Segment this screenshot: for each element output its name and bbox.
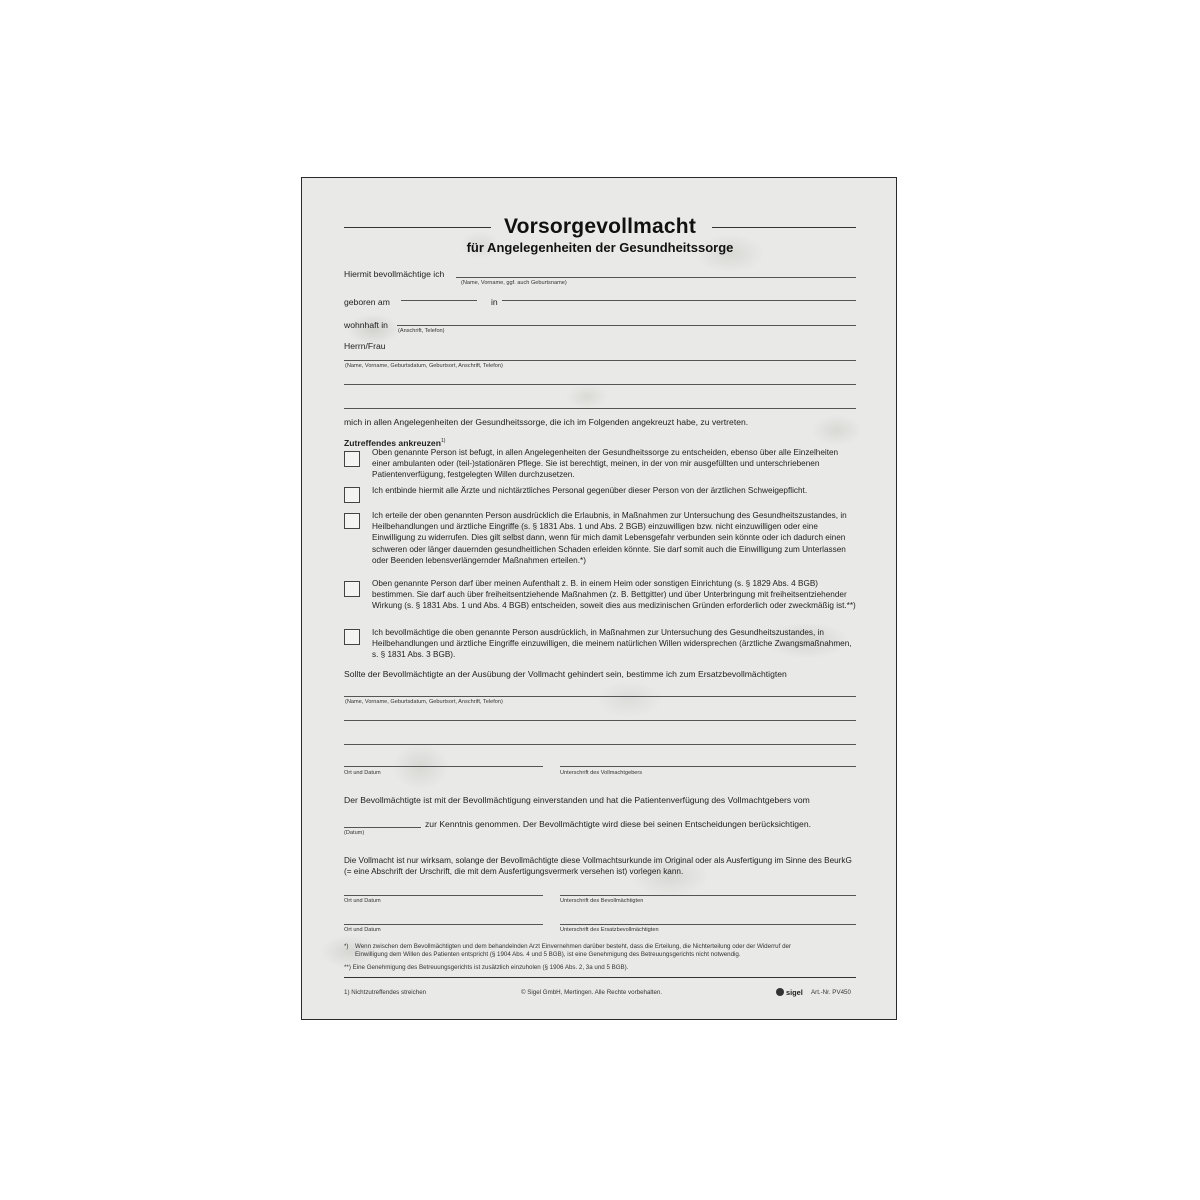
agreement-date-line[interactable]: [344, 827, 421, 828]
ersatz-line-3[interactable]: [344, 744, 856, 745]
wohnhaft-hint: (Anschrift, Telefon): [398, 328, 445, 334]
geburtsdatum-line[interactable]: [401, 300, 477, 301]
ersatzbevollmaechtigter-signature-line[interactable]: [560, 924, 856, 925]
checkbox-5[interactable]: [344, 629, 360, 645]
ort-datum-line-3[interactable]: [344, 924, 543, 925]
herrn-line-3[interactable]: [344, 408, 856, 409]
vollmachtgeber-signature-line[interactable]: [560, 766, 856, 767]
footnote-star: Wenn zwischen dem Bevollmächtigten und dem behandelnden Arzt Einvernehmen darüber besteht, dass die Erteilung, die Nichterteilung oder der Widerruf der Einwilligung dem Willen des Patienten entspricht (§ 1904 Abs. 4 und 5 BGB), ist eine Genehmigung des Betreuungsgerichts nicht notwendig.: [355, 943, 792, 959]
ort-datum-line-1[interactable]: [344, 766, 543, 767]
checkbox-2[interactable]: [344, 487, 360, 503]
agreement-line-2: zur Kenntnis genommen. Der Bevollmächtigte wird diese bei seinen Entscheidungen berücksichtigen.: [425, 819, 811, 829]
ersatz-line-1[interactable]: [344, 696, 856, 697]
checklist-item-4: Oben genannte Person darf über meinen Aufenthalt z. B. in einem Heim oder sonstigen Einrichtung (s. § 1829 Abs. 4 BGB) bestimmen. Sie darf auch über freiheitsentziehende Maßnahmen (z. B. Bettgitter) und über Unterbringung mit freiheitsentziehender Wirkung (s. § 1831 Abs. 1 und Abs. 4 BGB) entscheiden, soweit dies aus medizinischen Gründen erforderlich oder zweckmäßig ist.**): [372, 579, 856, 611]
bevollmaechtige-hint: (Name, Vorname, ggf. auch Geburtsname): [461, 280, 567, 286]
footer-note: 1) Nichtzutreffendes streichen: [344, 989, 427, 996]
sigel-logo-icon: [776, 988, 784, 996]
bevollmaechtige-label: Hiermit bevollmächtige ich: [344, 269, 445, 279]
ersatzbevollmaechtigter-signature-label: Unterschrift des Ersatzbevollmächtigten: [560, 927, 659, 933]
bevollmaechtigter-signature-label: Unterschrift des Bevollmächtigten: [560, 898, 644, 904]
wohnhaft-label: wohnhaft in: [344, 320, 388, 330]
intro-text: mich in allen Angelegenheiten der Gesundheitssorge, die ich im Folgenden angekreuzt habe, zu vertreten.: [344, 417, 749, 427]
ersatz-hint: (Name, Vorname, Geburtsdatum, Geburtsort, Anschrift, Telefon): [345, 699, 503, 705]
footnote-double-star: **) Eine Genehmigung des Betreuungsgerichts ist zusätzlich einzuholen (§ 1906 Abs. 2, 3a und 5 BGB).: [344, 964, 629, 971]
agreement-line-1: Der Bevollmächtigte ist mit der Bevollmächtigung einverstanden und hat die Patientenverfügung des Vollmachtgebers vom: [344, 795, 810, 805]
footer-copyright: © Sigel GmbH, Mertingen. Alle Rechte vorbehalten.: [521, 989, 663, 996]
page-subtitle: für Angelegenheiten der Gesundheitssorge: [466, 240, 734, 255]
checklist-item-5: Ich bevollmächtige die oben genannte Person ausdrücklich, in Maßnahmen zur Untersuchung des Gesundheitszustandes, in Heilbehandlungen und ärztliche Eingriffe einzuwilligen, die meinem natürlichen Willen widersprechen (ärztliche Zwangsmaßnahmen, s. § 1831 Abs. 3 BGB).: [372, 628, 852, 660]
geburtsort-label: in: [491, 297, 498, 307]
bevollmaechtigter-signature-line[interactable]: [560, 895, 856, 896]
footer-article: Art.-Nr. PV450: [811, 989, 851, 996]
page-title: Vorsorgevollmacht: [503, 215, 697, 238]
checklist-item-2: Ich entbinde hiermit alle Ärzte und nichtärztliches Personal gegenüber dieser Person von der ärztlichen Schweigepflicht.: [372, 486, 808, 495]
checkbox-3[interactable]: [344, 513, 360, 529]
checklist-item-1: Oben genannte Person ist befugt, in allen Angelegenheiten der Gesundheitssorge zu entscheiden, ebenso über alle Einzelheiten einer ambulanten oder (teil-)stationären Pflege. Sie ist berechtigt, meinen, in der von mir ausgefüllten und unterschriebenen Patientenverfügung, festgelegten Willen durchzusetzen.: [372, 448, 839, 480]
footer-rule: [344, 977, 856, 978]
sigel-brand: sigel: [786, 988, 803, 997]
herrn-line-2[interactable]: [344, 384, 856, 385]
herrn-hint: (Name, Vorname, Geburtsdatum, Geburtsort, Anschrift, Telefon): [345, 363, 503, 369]
footnote-star-mark: *): [344, 943, 349, 950]
bevollmaechtigter-name-line[interactable]: [456, 277, 856, 278]
ort-datum-label-3: Ort und Datum: [344, 927, 381, 933]
checklist-item-3: Ich erteile der oben genannten Person ausdrücklich die Erlaubnis, in Maßnahmen zur Untersuchung des Gesundheitszustandes, in Heilbehandlungen und ärztliche Eingriffe (s. § 1831 Abs. 1 und Abs. 2 BGB) einzuwilligen bzw. nicht einzuwilligen oder eine Einwilligung zu widerrufen. Dies gilt selbst dann, wenn für mich damit Lebensgefahr verbunden sein könnte oder ich dadurch einen schweren oder länger dauernden gesundheitlichen Schaden erleiden könnte. Sie darf somit auch die Einwilligung zum Unterlassen oder Beenden lebensverlängernder Maßnahmen erteilen.*): [372, 511, 847, 565]
sigel-logo: [776, 988, 803, 997]
ort-datum-label-2: Ort und Datum: [344, 898, 381, 904]
wohnhaft-line[interactable]: [397, 325, 856, 326]
geboren-label: geboren am: [344, 297, 390, 307]
geburtsort-line[interactable]: [502, 300, 856, 301]
herrn-line-1[interactable]: [344, 360, 856, 361]
herrn-label: Herrn/Frau: [344, 341, 386, 351]
checkbox-4[interactable]: [344, 581, 360, 597]
checkbox-1[interactable]: [344, 451, 360, 467]
vollmachtgeber-signature-label: Unterschrift des Vollmachtgebers: [560, 770, 643, 776]
ersatz-line-2[interactable]: [344, 720, 856, 721]
checklist-heading-text: Zutreffendes ankreuzen: [344, 438, 441, 448]
ort-datum-line-2[interactable]: [344, 895, 543, 896]
ersatz-text: Sollte der Bevollmächtigte an der Ausübung der Vollmacht gehindert sein, bestimme ich zum Ersatzbevollmächtigten: [344, 669, 787, 679]
ort-datum-label-1: Ort und Datum: [344, 770, 381, 776]
validity-text: Die Vollmacht ist nur wirksam, solange der Bevollmächtigte diese Vollmachtsurkunde im Original oder als Ausfertigung im Sinne des BeurkG (= eine Abschrift der Urschrift, die mit dem Ausfertigungsvermerk versehen ist) vorlegen kann.: [344, 856, 852, 877]
form-page: [301, 177, 897, 1020]
agreement-date-hint: (Datum): [344, 830, 365, 836]
checklist-heading-sup: 1): [440, 438, 446, 445]
